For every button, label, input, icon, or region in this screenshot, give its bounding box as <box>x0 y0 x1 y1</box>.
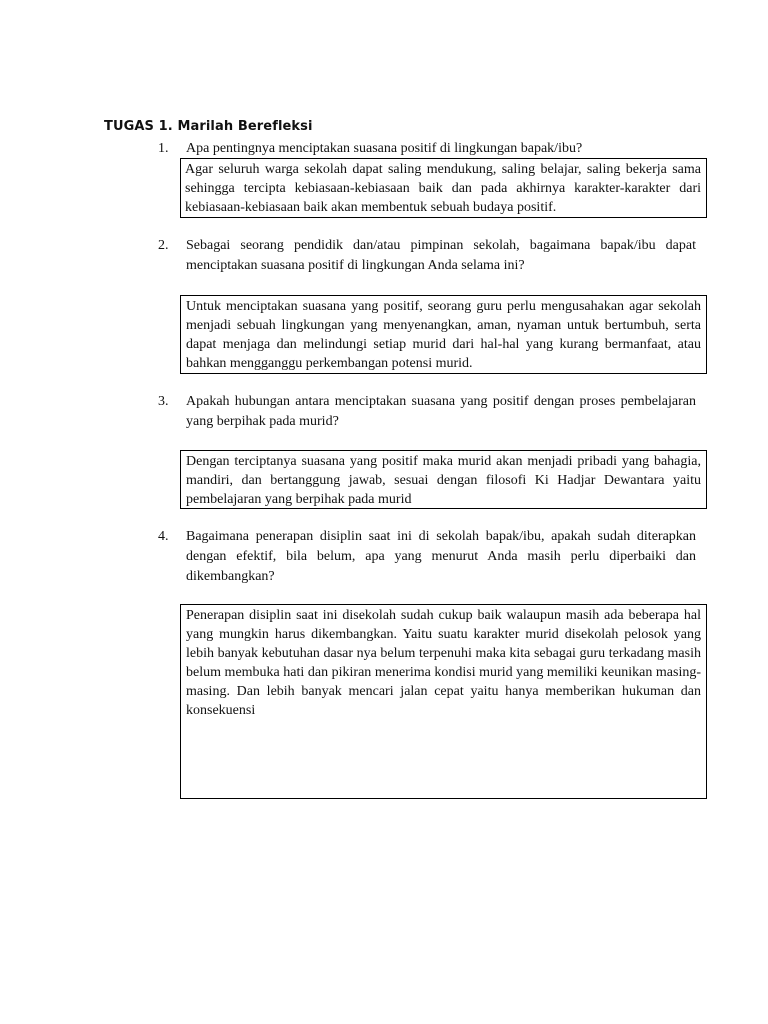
answer-3-box: Dengan terciptanya suasana yang positif maka murid akan menjadi pribadi yang bahagia, mandiri, dan bertanggung jawab, sesuai dengan filosofi Ki Hadjar Dewantara yaitu pembelajaran yang berpihak pada murid <box>180 450 707 509</box>
question-3-text: Apakah hubungan antara menciptakan suasana yang positif dengan proses pembelajaran yang berpihak pada murid? <box>186 394 696 429</box>
page-title: TUGAS 1. Marilah Berefleksi <box>104 119 313 134</box>
question-4-number: 4. <box>158 529 169 544</box>
answer-4-box: Penerapan disiplin saat ini disekolah sudah cukup baik walaupun masih ada beberapa hal yang mungkin harus dikembangkan. Yaitu suatu karakter murid disekolah pelosok yang lebih banyak kebutuhan dasar nya belum terpenuhi maka kita sebagai guru terkadang masih belum membuka hati dan pikiran menerima kondisi murid yang memiliki keunikan masing-masing. Dan lebih banyak mencari jalan cepat yaitu hanya memberikan hukuman dan konsekuensi <box>180 604 707 799</box>
question-1-text: Apa pentingnya menciptakan suasana positif di lingkungan bapak/ibu? <box>186 141 583 156</box>
question-1-number: 1. <box>158 141 169 156</box>
answer-2-box: Untuk menciptakan suasana yang positif, seorang guru perlu mengusahakan agar sekolah menjadi sebuah lingkungan yang menyenangkan, aman, nyaman untuk bertumbuh, serta dapat menjaga dan melindungi setiap murid dari hal-hal yang kurang bermanfaat, atau bahkan mengganggu perkembangan potensi murid. <box>180 295 707 374</box>
question-4-text: Bagaimana penerapan disiplin saat ini di sekolah bapak/ibu, apakah sudah diterapkan dengan efektif, bila belum, apa yang menurut Anda masih perlu diperbaiki dan dikembangkan? <box>186 529 696 584</box>
question-2-number: 2. <box>158 238 169 253</box>
answer-1-box: Agar seluruh warga sekolah dapat saling mendukung, saling belajar, saling bekerja sama sehingga tercipta kebiasaan-kebiasaan baik dan pada akhirnya karakter-karakter dari kebiasaan-kebiasaan baik akan membentuk sebuah budaya positif. <box>180 158 707 218</box>
question-3-number: 3. <box>158 394 169 409</box>
question-2-text: Sebagai seorang pendidik dan/atau pimpinan sekolah, bagaimana bapak/ibu dapat menciptakan suasana positif di lingkungan Anda selama ini? <box>186 238 696 273</box>
